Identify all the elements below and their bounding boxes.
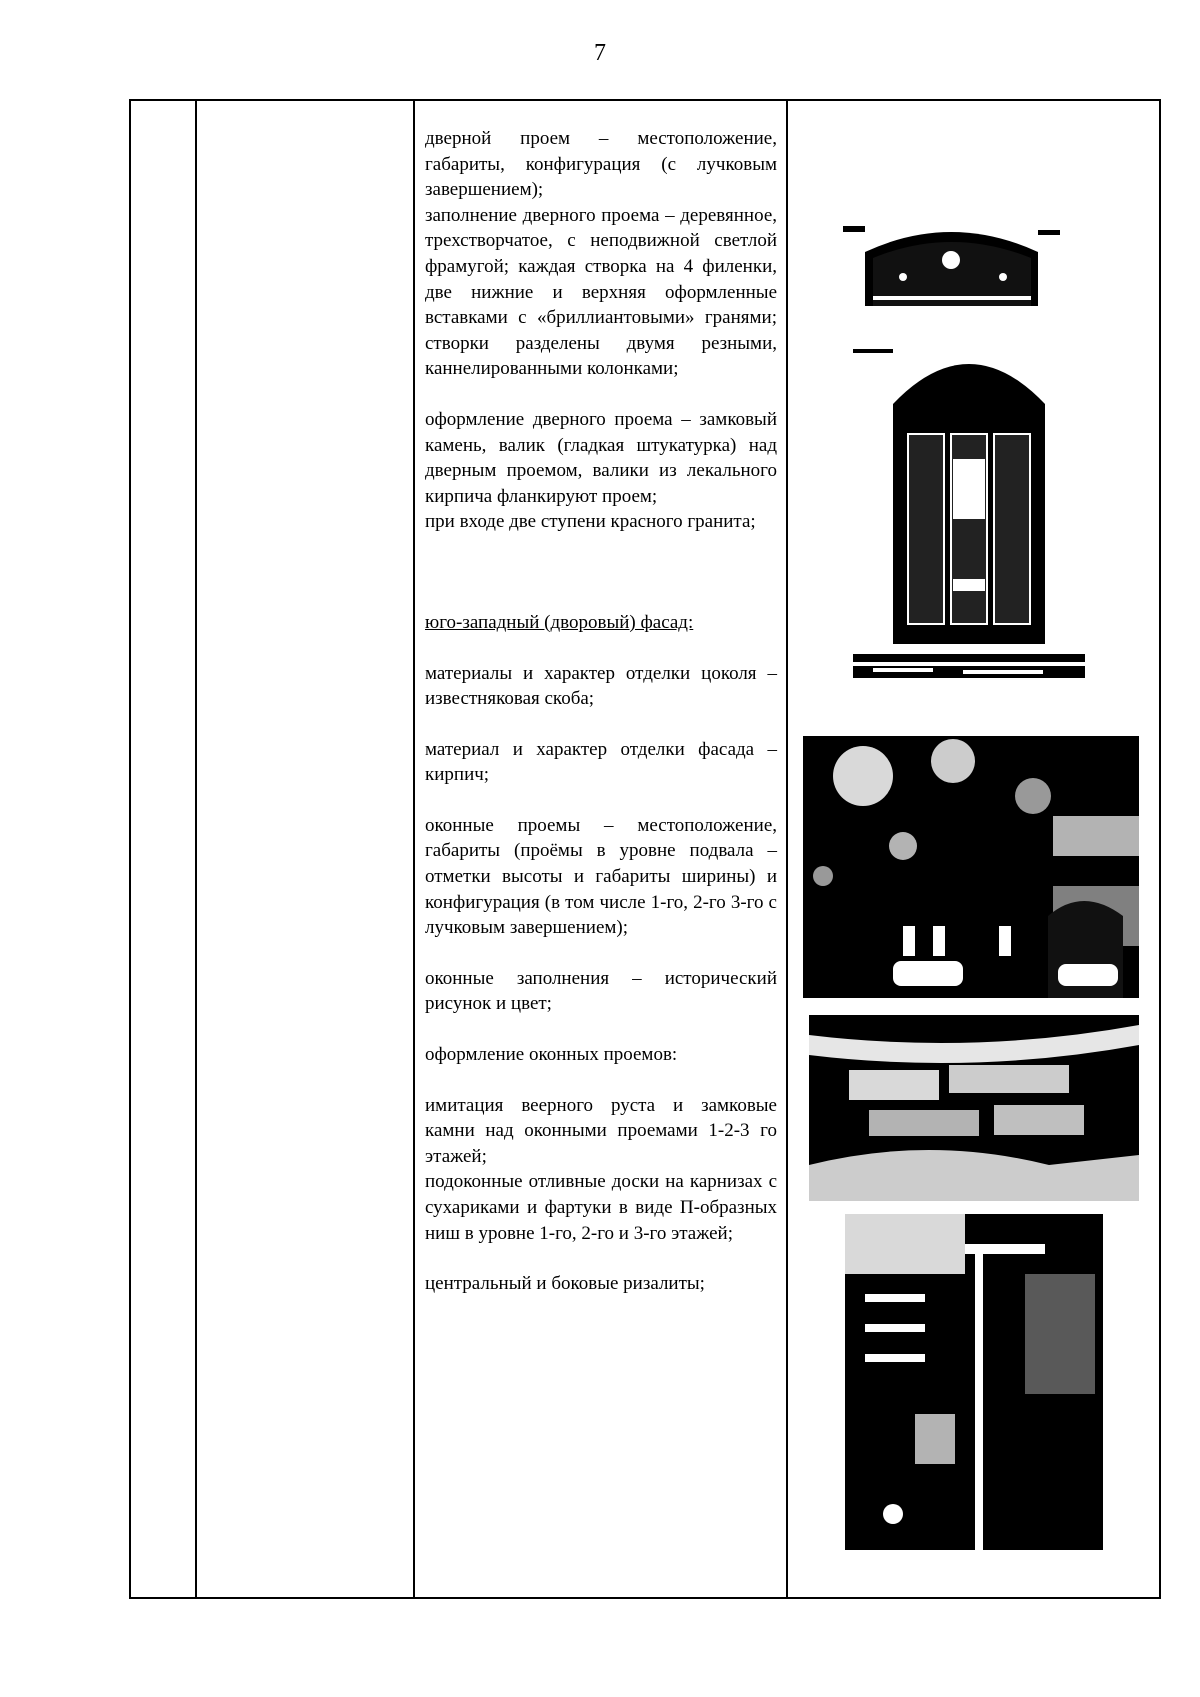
paragraph-window-decoration: оформление оконных проемов: [425,1044,678,1066]
page-number: 7 [594,40,606,66]
paragraph-granite-steps: при входе две ступени красного гранита; [425,511,756,533]
column-divider [195,101,197,1597]
description-column [425,126,777,1297]
column-divider [413,101,415,1597]
courtyard-facade-photo [803,736,1139,998]
paragraph-door-filling: заполнение дверного проема – деревянное, трехстворчатое, с неподвижной светлой фрамугой; каждая створка на 4 филенки, две нижние и верхняя оформленные вставками с «бриллиантовыми» гранями; створки разделены двумя резными, каннелированными колонками; [425,204,777,380]
column-divider [786,101,788,1597]
facade-detail-image [845,1214,1103,1550]
paragraph-window-fillings: оконные заполнения – исторический рисунок и цвет; [425,967,777,1015]
paragraph-window-openings: оконные проемы – местоположение, габариты (проёмы в уровне подвала – отметки высоты и габариты ширины) и конфигурация (в том числе 1-го, 2-го 3-го с лучковым завершением); [425,814,777,939]
paragraph-risalits: центральный и боковые ризалиты; [425,1273,705,1295]
door-transom-photo [843,222,1060,306]
door-transom-image [843,222,1060,306]
limestone-plinth-photo [809,1015,1139,1201]
limestone-plinth-image [809,1015,1139,1201]
paragraph-plinth: материалы и характер отделки цоколя – известняковая скоба; [425,662,777,710]
paragraph-rustication: имитация веерного руста и замковые камни над оконными проемами 1-2-3 го этажей; [425,1094,777,1167]
door-image [853,344,1085,684]
section-heading-courtyard-facade: юго-западный (дворовый) фасад: [425,611,694,633]
paragraph-door-opening: дверной проем – местоположение, габариты, конфигурация (с лучковым завершением); [425,128,777,201]
facade-detail-photo [845,1214,1103,1550]
courtyard-facade-image [803,736,1139,998]
door-photo [853,344,1085,684]
paragraph-window-sills: подоконные отливные доски на карнизах с сухариками и фартуки в виде П-образных ниш в уровне 1-го, 2-го и 3-го этажей; [425,1171,777,1244]
paragraph-facade-material: материал и характер отделки фасада – кирпич; [425,738,777,786]
paragraph-door-decoration: оформление дверного проема – замковый камень, валик (гладкая штукатурка) над дверным проемом, валики из лекального кирпича фланкируют проем; [425,408,777,507]
